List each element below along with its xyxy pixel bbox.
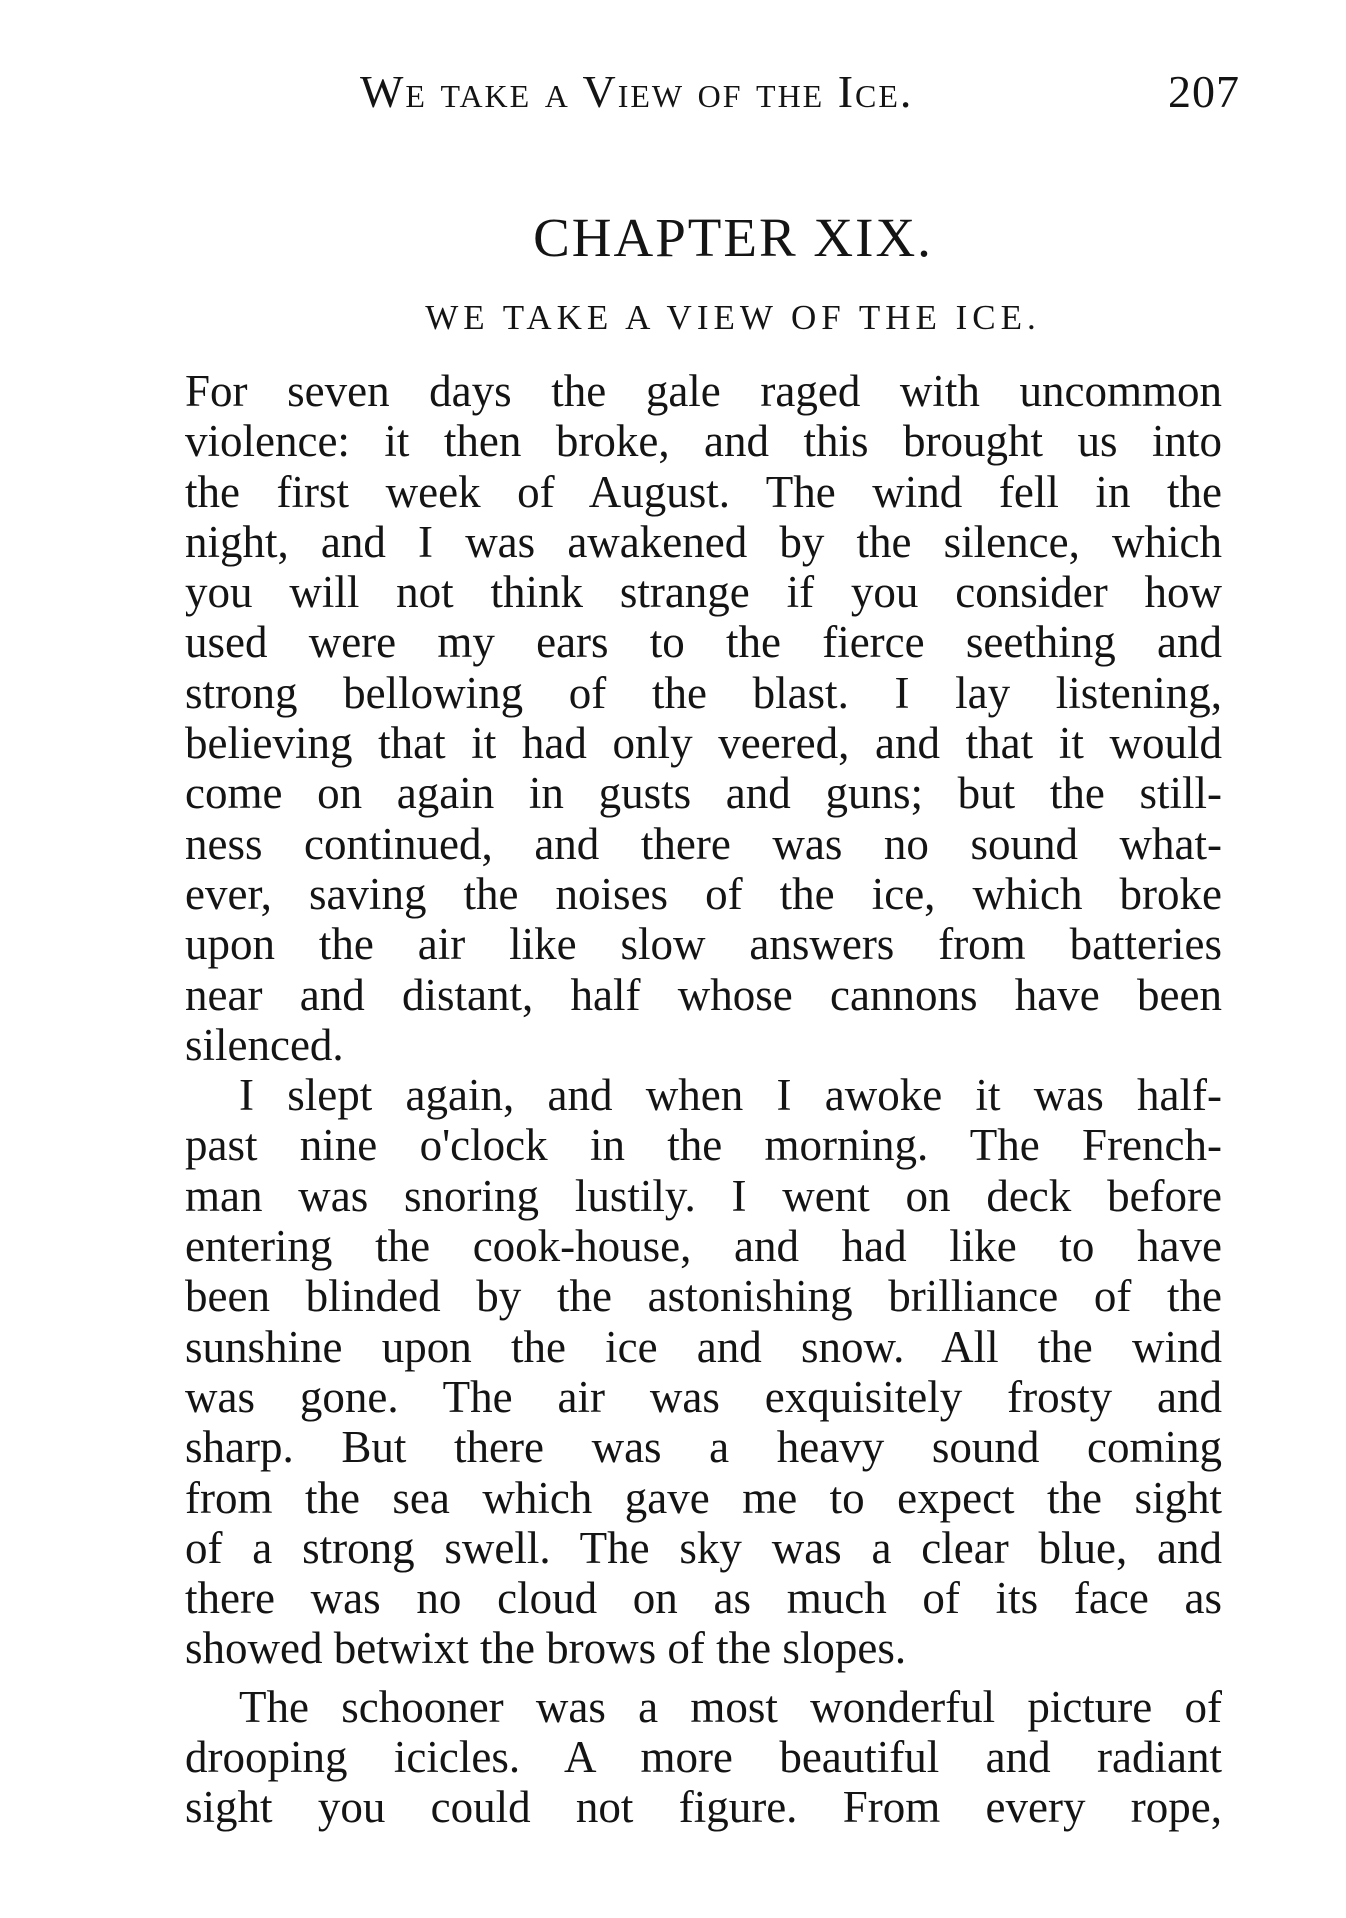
text-line: near and distant, half whose cannons have been [185, 969, 1222, 1020]
running-head [360, 62, 1240, 122]
page-number: 207 [1168, 66, 1240, 117]
text-line: from the sea which gave me to expect the sight [185, 1472, 1222, 1523]
text-line: there was no cloud on as much of its face as [185, 1573, 1222, 1624]
text-line: violence: it then broke, and this brought us into [185, 416, 1222, 467]
paragraph-1 [185, 366, 1222, 1070]
text-line: sharp. But there was a heavy sound coming [185, 1422, 1222, 1473]
text-line: been blinded by the astonishing brilliance of the [185, 1271, 1222, 1322]
text-line: night, and I was awakened by the silence, which [185, 516, 1222, 567]
paragraph-gap [185, 1674, 1222, 1682]
text-line: entering the cook-house, and had like to have [185, 1221, 1222, 1272]
text-line: ness continued, and there was no sound what- [185, 818, 1222, 869]
text-line: silenced. [185, 1019, 344, 1070]
body-text [185, 366, 1222, 1833]
text-line: showed betwixt the brows of the slopes. [185, 1623, 907, 1674]
chapter-heading: CHAPTER XIX. [533, 207, 933, 268]
chapter-subtitle: WE TAKE A VIEW OF THE ICE. [425, 298, 1041, 337]
text-line: you will not think strange if you consider how [185, 567, 1222, 618]
text-line: sight you could not figure. From every rope, [185, 1782, 1222, 1833]
text-line: man was snoring lustily. I went on deck before [185, 1170, 1222, 1221]
text-line: of a strong swell. The sky was a clear blue, and [185, 1522, 1222, 1573]
text-line: the first week of August. The wind fell in the [185, 466, 1222, 517]
text-line: ever, saving the noises of the ice, which broke [185, 868, 1222, 919]
running-head-title: We take a View of the Ice. [360, 66, 914, 117]
paragraph-2 [185, 1070, 1222, 1674]
paragraph-3 [185, 1682, 1222, 1833]
text-line: believing that it had only veered, and that it would [185, 718, 1222, 769]
text-line: drooping icicles. A more beautiful and radiant [185, 1732, 1222, 1783]
text-line: upon the air like slow answers from batteries [185, 919, 1222, 970]
text-line: past nine o'clock in the morning. The French- [185, 1120, 1222, 1171]
text-line: used were my ears to the fierce seething and [185, 617, 1222, 668]
text-line: come on again in gusts and guns; but the still- [185, 768, 1222, 819]
text-line: strong bellowing of the blast. I lay listening, [185, 667, 1222, 718]
text-line: I slept again, and when I awoke it was half- [239, 1070, 1222, 1121]
text-line: was gone. The air was exquisitely frosty and [185, 1371, 1222, 1422]
text-line: For seven days the gale raged with uncommon [185, 366, 1222, 416]
text-line: The schooner was a most wonderful picture of [239, 1681, 1222, 1732]
text-line: sunshine upon the ice and snow. All the wind [185, 1321, 1222, 1372]
